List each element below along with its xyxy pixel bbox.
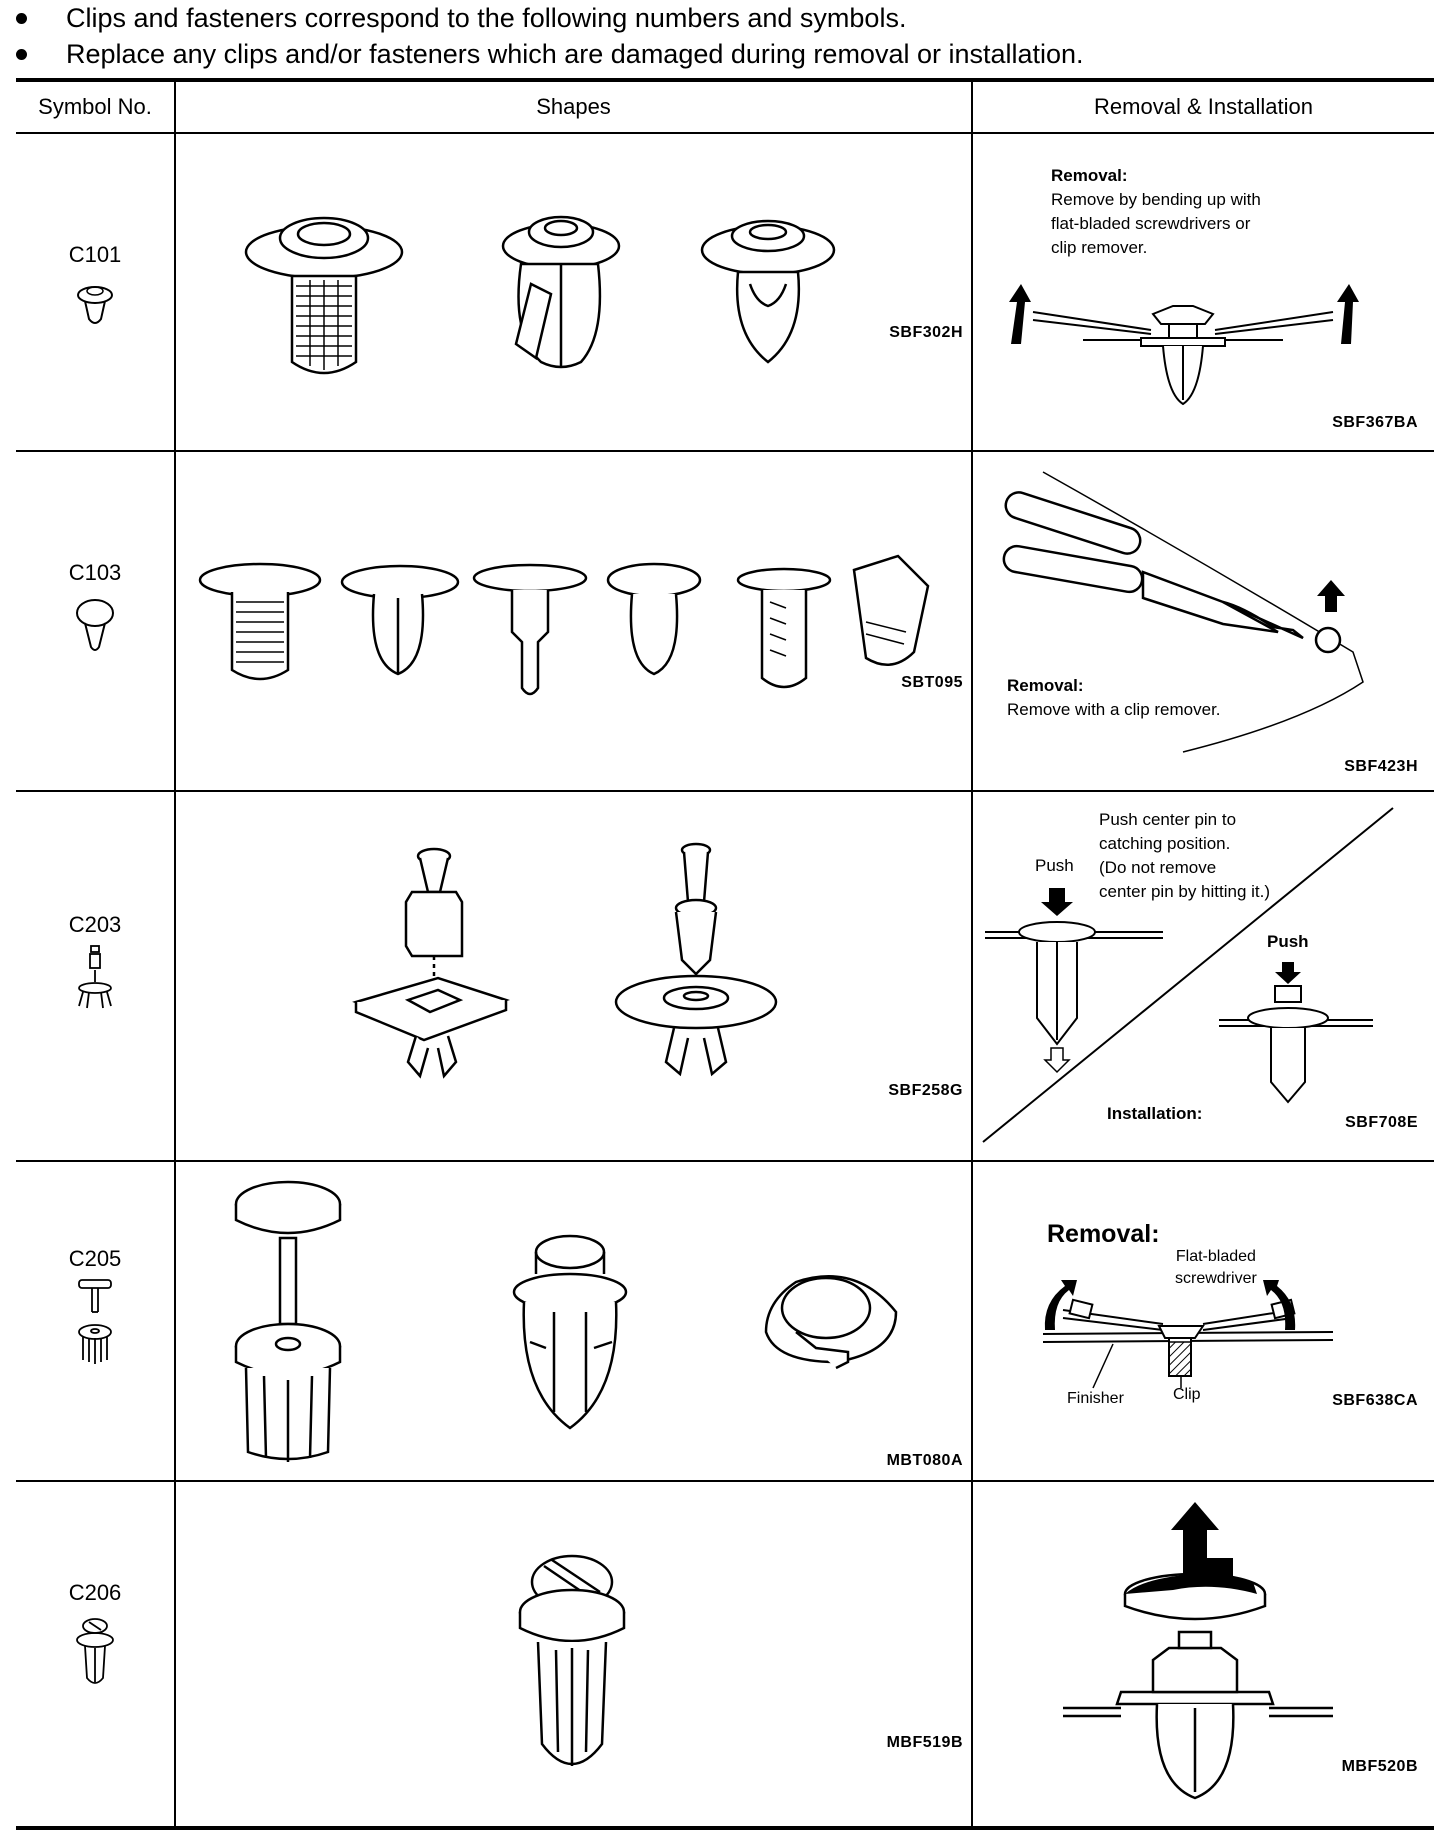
table-header-row (16, 80, 1434, 133)
c205-shapes-illustration (176, 1162, 973, 1482)
symbol-number: C203 (68, 912, 122, 937)
shape-code: SBT095 (901, 674, 963, 691)
intro-note: Clips and fasteners correspond to the following numbers and symbols. (12, 0, 1432, 36)
symbol-number: C205 (68, 1246, 122, 1271)
shapes-cell (175, 791, 972, 1161)
removal-text-line: flat-bladed screwdrivers or (1051, 214, 1251, 233)
note-line: Push center pin to (1099, 810, 1237, 829)
removal-note (1099, 808, 1270, 904)
removal-cell (972, 133, 1434, 451)
shape-code: SBF258G (888, 1082, 963, 1099)
c206-shapes-illustration (176, 1482, 973, 1812)
symbol-cell (16, 791, 175, 1161)
removal-cell (972, 1481, 1434, 1828)
removal-title: Removal: (1047, 1220, 1160, 1248)
removal-title: Removal: (1051, 166, 1128, 185)
shape-code: MBT080A (886, 1452, 963, 1469)
push-label: Push (1267, 932, 1309, 951)
symbol-cell (16, 1481, 175, 1828)
note-line: catching position. (1099, 834, 1231, 853)
clip-symbol-icon (75, 279, 115, 329)
flat-bladed-line: screwdriver (1175, 1270, 1257, 1287)
shapes-cell (175, 451, 972, 791)
flat-bladed-line: Flat-bladed (1175, 1248, 1256, 1265)
symbol-number: C206 (68, 1580, 122, 1605)
removal-cell (972, 451, 1434, 791)
removal-text-line: Remove by bending up with (1051, 190, 1261, 209)
table-row (16, 133, 1434, 451)
removal-code: SBF708E (1345, 1114, 1418, 1131)
removal-cell (972, 791, 1434, 1161)
removal-code: SBF367BA (1332, 414, 1418, 431)
clip-symbol-icon (75, 597, 115, 657)
shape-code: MBF519B (886, 1734, 963, 1751)
removal-code: SBF423H (1344, 758, 1418, 775)
clip-symbol-icon (73, 1278, 117, 1368)
intro-notes (12, 0, 1432, 72)
symbol-cell (16, 133, 175, 451)
removal-text-line: clip remover. (1051, 238, 1148, 257)
removal-code: MBF520B (1341, 1758, 1418, 1775)
table-row (16, 1161, 1434, 1481)
header-removal: Removal & Installation (972, 80, 1434, 133)
c103-shapes-illustration (176, 452, 973, 792)
table-row (16, 791, 1434, 1161)
clips-table (16, 78, 1434, 1830)
c203-shapes-illustration (176, 792, 973, 1162)
removal-illustration (973, 1162, 1435, 1482)
note-line: center pin by hitting it.) (1099, 882, 1271, 901)
removal-text-line: Remove with a clip remover. (1007, 700, 1221, 719)
note-line: (Do not remove (1099, 858, 1217, 877)
c101-shapes-illustration (176, 134, 973, 452)
removal-cell (972, 1161, 1434, 1481)
symbol-number: C103 (68, 560, 122, 585)
removal-instructions (1007, 674, 1221, 722)
removal-code: SBF638CA (1332, 1392, 1418, 1409)
installation-label: Installation: (1107, 1104, 1203, 1123)
removal-title: Removal: (1007, 676, 1084, 695)
symbol-cell (16, 451, 175, 791)
removal-illustration (973, 134, 1435, 452)
table-row (16, 1481, 1434, 1828)
shapes-cell (175, 133, 972, 451)
shapes-cell (175, 1161, 972, 1481)
clip-label: Clip (1173, 1386, 1201, 1403)
header-shapes: Shapes (175, 80, 972, 133)
table-row (16, 451, 1434, 791)
clip-symbol-icon (73, 1616, 117, 1692)
intro-note: Replace any clips and/or fasteners which are damaged during removal or installation. (12, 36, 1432, 72)
clip-symbol-icon (73, 944, 117, 1014)
shape-code: SBF302H (889, 324, 963, 341)
removal-illustration (973, 452, 1435, 792)
shapes-cell (175, 1481, 972, 1828)
symbol-cell (16, 1161, 175, 1481)
symbol-number: C101 (68, 242, 122, 267)
push-label: Push (1035, 856, 1074, 875)
finisher-label: Finisher (1067, 1390, 1124, 1407)
header-symbol: Symbol No. (16, 80, 175, 133)
